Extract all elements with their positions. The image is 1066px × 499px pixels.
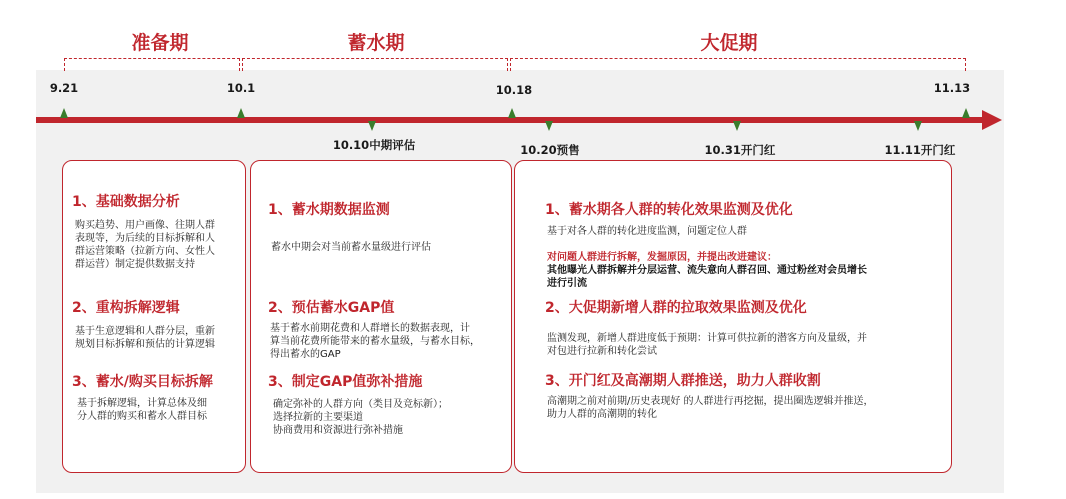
- timeline-marker: [237, 108, 245, 118]
- card2-section3-text: [273, 398, 448, 437]
- bracket-promo: [510, 58, 966, 71]
- text-line: 得出蓄水的GAP: [270, 349, 341, 360]
- card3-section1-highlight: 对问题人群进行拆解，发掘原因，并提出改进建议：: [547, 252, 777, 263]
- text-line: 群运营）制定提供数据支持: [75, 259, 195, 270]
- text-line: 蓄水中期会对当前蓄水量级进行评估: [271, 242, 431, 253]
- text-line: 算当前花费所能带来的蓄水量级，与蓄水目标，: [270, 336, 480, 347]
- text-line: 进行引流: [547, 278, 587, 289]
- text-line: 规划目标拆解和预估的计算逻辑: [75, 339, 215, 350]
- timeline-marker: [914, 121, 922, 131]
- card1-section3-title: 3、蓄水/购买目标拆解: [72, 374, 213, 390]
- text-line: 基于对各人群的转化进度监测，问题定位人群: [547, 226, 747, 237]
- text-line: 基于拆解逻辑，计算总体及细: [77, 398, 207, 409]
- phase-title-promo: 大促期: [700, 32, 758, 54]
- card3-section1-title: 1、蓄水期各人群的转化效果监测及优化: [545, 202, 793, 218]
- card2-section1-title: 1、蓄水期数据监测: [268, 202, 390, 218]
- milestone-label: 10.20预售: [520, 143, 580, 157]
- text-line: 分人群的购买和蓄水人群目标: [77, 411, 207, 422]
- bracket-prep: [64, 58, 240, 71]
- date-label: 9.21: [49, 81, 79, 95]
- card1-section2-title: 2、重构拆解逻辑: [72, 300, 180, 316]
- text-line: 确定弥补的人群方向（类目及竞标新）；: [273, 399, 448, 410]
- text-line: 助力人群的高潮期的转化: [547, 409, 657, 420]
- card2-section3-title: 3、制定GAP值弥补措施: [268, 374, 423, 390]
- timeline-marker: [508, 108, 516, 118]
- milestone-label: 11.11开门红: [884, 143, 956, 157]
- card3-section3-text: [547, 395, 874, 421]
- text-line: 购买趋势、用户画像、往期人群: [75, 220, 215, 231]
- card-preparation: [62, 160, 246, 473]
- phase-title-prep: 准备期: [131, 32, 189, 54]
- timeline-marker: [368, 121, 376, 131]
- text-line: 选择拉新的主要渠道: [273, 412, 363, 423]
- card-promotion: [514, 160, 952, 473]
- card2-section2-text: [270, 322, 480, 361]
- text-line: 监测发现，新增人群进度低于预期：计算可供拉新的潜客方向及量级，并: [547, 333, 867, 344]
- text-line: 基于生意逻辑和人群分层，重新: [75, 326, 215, 337]
- card3-section3-title: 3、开门红及高潮期人群推送，助力人群收割: [545, 373, 821, 389]
- card3-section1-suggestions: [547, 264, 867, 290]
- date-label: 11.13: [933, 81, 971, 95]
- date-label: 10.18: [495, 83, 533, 97]
- timeline-marker: [962, 108, 970, 118]
- card3-section2-title: 2、大促期新增人群的拉取效果监测及优化: [545, 300, 807, 316]
- text-line: 高潮期之前对前期/历史表现好 的人群进行再挖掘，提出圈选逻辑并推送，: [547, 396, 874, 407]
- card1-section2-text: [75, 325, 215, 351]
- timeline-marker: [60, 108, 68, 118]
- timeline-marker: [545, 121, 553, 131]
- card2-section2-title: 2、预估蓄水GAP值: [268, 300, 395, 316]
- text-line: 协商费用和资源进行弥补措施: [273, 425, 403, 436]
- date-label: 10.1: [226, 81, 256, 95]
- text-line: 其他曝光人群拆解并分层运营、流失意向人群召回、通过粉丝对会员增长: [547, 265, 867, 276]
- card1-section1-text: [75, 219, 215, 271]
- card3-section2-text: [547, 332, 867, 358]
- bracket-storage: [242, 58, 508, 71]
- milestone-label: 10.31开门红: [704, 143, 776, 157]
- timeline-marker: [733, 121, 741, 131]
- text-line: 对包进行拉新和转化尝试: [547, 346, 657, 357]
- text-line: 群运营策略（拉新方向、女性人: [75, 246, 215, 257]
- milestone-label: 10.10中期评估: [332, 138, 416, 152]
- card2-section1-text: [271, 241, 431, 254]
- phase-title-storage: 蓄水期: [347, 32, 405, 54]
- card1-section1-title: 1、基础数据分析: [72, 194, 180, 210]
- text-line: 基于蓄水前期花费和人群增长的数据表现，计: [270, 323, 470, 334]
- card1-section3-text: [77, 397, 207, 423]
- text-line: 表现等，为后续的目标拆解和人: [75, 233, 215, 244]
- timeline-arrow: [36, 108, 1004, 132]
- card3-section1-text: [547, 225, 747, 238]
- card-storage: [250, 160, 512, 473]
